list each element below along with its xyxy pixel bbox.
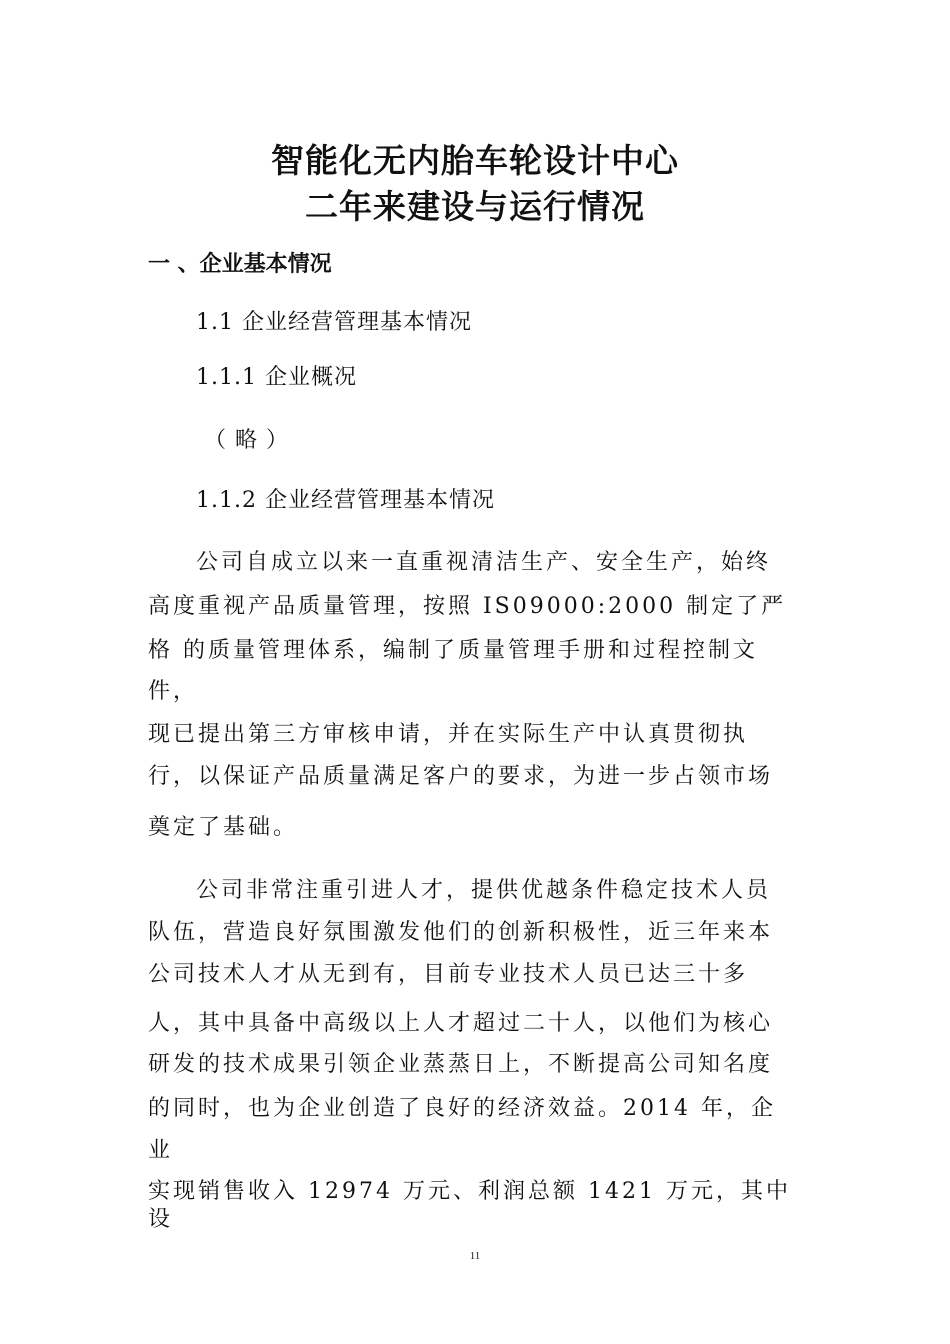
subsection-heading-1-1-2: 1.1.2 企业经营管理基本情况: [196, 488, 495, 513]
section-heading-1: 一 、企业基本情况: [148, 252, 332, 277]
paragraph-line: 实现销售收入 12974 万元、利润总额 1421 万元，其中: [148, 1179, 791, 1204]
page-number: 11: [469, 1250, 481, 1262]
paragraph-line: 奠定了基础。: [148, 815, 299, 840]
omitted-note: （ 略 ）: [204, 428, 289, 453]
paragraph-line: 格 的质量管理体系，编制了质量管理手册和过程控制文: [148, 638, 758, 663]
document-title-line-1: 智能化无内胎车轮设计中心: [271, 141, 679, 180]
paragraph-line: 公司自成立以来一直重视清洁生产、安全生产，始终: [196, 550, 772, 575]
paragraph-line: 业: [148, 1138, 174, 1163]
subsection-heading-1-1-1: 1.1.1 企业概况: [196, 365, 357, 390]
document-title-line-2: 二年来建设与运行情况: [305, 187, 645, 226]
paragraph-line: 高度重视产品质量管理，按照 IS09000:2000 制定了严: [148, 594, 787, 619]
paragraph-line: 研发的技术成果引领企业蒸蒸日上，不断提高公司知名度: [148, 1052, 774, 1077]
paragraph-line: 队伍，营造良好氛围激发他们的创新积极性，近三年来本: [148, 920, 774, 945]
paragraph-line: 现已提出第三方审核申请，并在实际生产中认真贯彻执: [148, 722, 749, 747]
paragraph-line: 公司非常注重引进人才，提供优越条件稳定技术人员: [196, 878, 772, 903]
subsection-heading-1-1: 1.1 企业经营管理基本情况: [196, 310, 472, 335]
paragraph-line: 的同时，也为企业创造了良好的经济效益。2014 年，企: [148, 1096, 776, 1121]
paragraph-line: 设: [148, 1207, 174, 1232]
paragraph-line: 行，以保证产品质量满足客户的要求，为进一步占领市场: [148, 764, 774, 789]
paragraph-line: 公司技术人才从无到有，目前专业技术人员已达三十多: [148, 962, 749, 987]
paragraph-line: 人，其中具备中高级以上人才超过二十人，以他们为核心: [148, 1011, 774, 1036]
paragraph-line: 件，: [148, 679, 199, 704]
